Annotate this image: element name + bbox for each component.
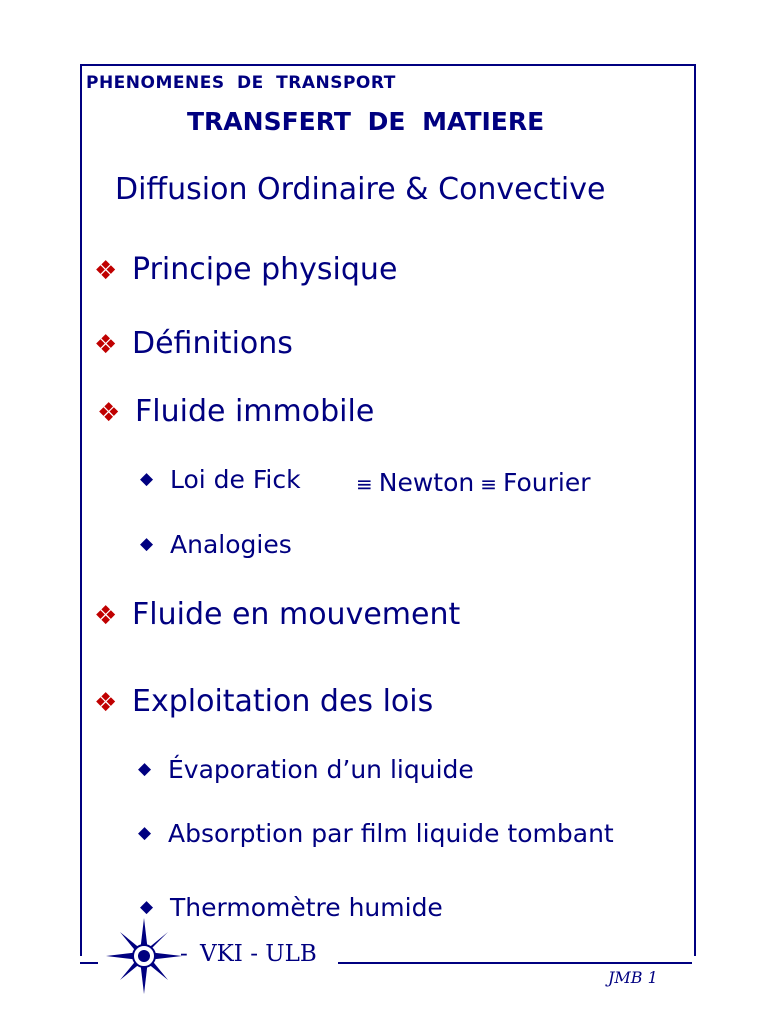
diamond-icon: ◆: [138, 759, 152, 779]
slide-subtitle: Diffusion Ordinaire & Convective: [115, 172, 606, 207]
footer-label: VKI - ULB: [200, 941, 317, 967]
list-item: ◆ Évaporation d’un liquide: [138, 755, 474, 784]
diamond-quad-icon: ❖: [94, 330, 118, 360]
diamond-icon: ◆: [140, 534, 154, 554]
equivalence-text: ≡ Newton ≡ Fourier: [356, 468, 591, 497]
diamond-quad-icon: ❖: [97, 398, 121, 428]
list-item: ❖ Principe physique: [94, 252, 398, 287]
list-item: ◆ Absorption par film liquide tombant: [138, 819, 614, 848]
diamond-icon: ◆: [138, 823, 152, 843]
vki-compass-logo: [106, 918, 182, 994]
page-number: JMB 1: [608, 968, 658, 987]
diamond-quad-icon: ❖: [94, 601, 118, 631]
list-item: ◆ Thermomètre humide: [140, 893, 443, 922]
list-item: ❖ Exploitation des lois: [94, 684, 434, 719]
diamond-quad-icon: ❖: [94, 256, 118, 286]
footer-rule-left: [80, 962, 98, 964]
diamond-icon: ◆: [140, 897, 154, 917]
diamond-icon: ◆: [140, 469, 154, 489]
list-item: ❖ Définitions: [94, 326, 293, 361]
header: PHENOMENES DE TRANSPORT: [86, 73, 396, 93]
list-item: ❖ Fluide immobile: [97, 394, 375, 429]
list-item: ❖ Fluide en mouvement: [94, 597, 461, 632]
diamond-quad-icon: ❖: [94, 688, 118, 718]
slide-title: TRANSFERT DE MATIERE: [187, 107, 545, 136]
list-item: ◆ Loi de Fick: [140, 465, 301, 494]
list-item: ◆ Analogies: [140, 530, 292, 559]
footer-rule-right: [338, 962, 692, 964]
footer-dash: -: [180, 941, 188, 967]
